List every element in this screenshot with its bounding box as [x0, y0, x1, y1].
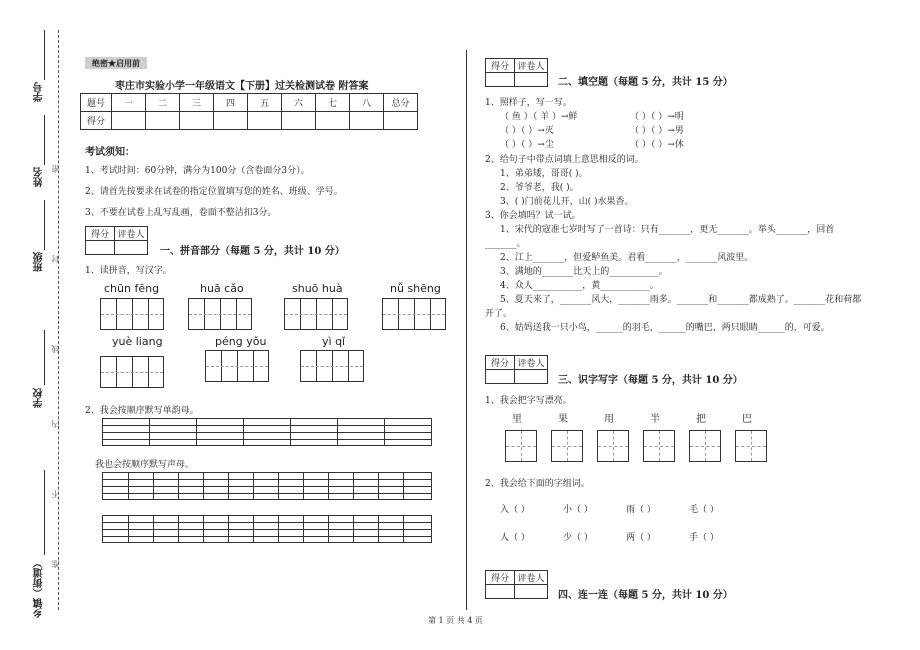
zuci-item: 小（ ）: [563, 505, 593, 515]
writing-grid[interactable]: [300, 350, 364, 382]
section1-q2: 2、我会按顺序默写单韵母。: [85, 406, 199, 416]
score-head: 三: [180, 94, 214, 112]
section2-q2: 2、给句子中带点词填上意思相反的词。: [485, 155, 644, 165]
seal-char: 准: [51, 560, 60, 568]
xuehao-blank: [44, 30, 45, 80]
pingjuan-label: 评卷人: [515, 59, 548, 73]
tianzi-grid[interactable]: [689, 430, 721, 462]
xuexiao-blank: [44, 330, 45, 385]
pingjuan-cell[interactable]: [515, 370, 548, 384]
section1-title: 一、拼音部分（每题 5 分，共计 10 分）: [160, 246, 345, 257]
binding-dashed-line: [58, 30, 59, 610]
seal-char: 内: [51, 420, 60, 428]
q3-item: 6、姑妈送我一只小鸟，______的羽毛，______的嘴巴，两只眼睛______的，可爱。: [500, 323, 830, 333]
notice-item: 2、请首先按要求在试卷的指定位置填写您的姓名、班级、学号。: [85, 187, 343, 197]
section1-q1: 1、读拼音，写汉字。: [85, 266, 172, 276]
defen-cell[interactable]: [486, 370, 515, 384]
score-head: 六: [282, 94, 316, 112]
tianzi-grid[interactable]: [735, 430, 767, 462]
seal-char: 不: [51, 490, 60, 498]
section2-scorebox: [485, 58, 548, 87]
model-char: 把: [696, 414, 706, 425]
score-cell[interactable]: [282, 112, 316, 130]
shengmu-writing-lines[interactable]: [102, 472, 432, 500]
q2-item: 3、( )门前花儿开，山( )水果香。: [500, 197, 634, 207]
model-char: 巴: [742, 414, 752, 425]
score-table: [80, 93, 418, 130]
writing-grid[interactable]: [100, 356, 164, 388]
model-char: 半: [650, 414, 660, 425]
q1-row-right: （ ）（ ）→男: [630, 126, 684, 136]
page-footer: 第 1 页 共 4 页: [428, 616, 483, 625]
seal-char: 密: [51, 165, 60, 173]
section4-scorebox: [485, 570, 548, 599]
score-cell[interactable]: [214, 112, 248, 130]
tianzi-grid[interactable]: [597, 430, 629, 462]
shengmu-writing-lines[interactable]: [102, 515, 432, 543]
defen-label: 得分: [486, 59, 515, 73]
score-cell[interactable]: [248, 112, 282, 130]
score-head: 七: [316, 94, 350, 112]
q3-item: 2、江上_______，但爱鲈鱼美。君看_______，_______风波里。: [500, 253, 754, 263]
pinyin-label: yì qǐ: [322, 335, 346, 348]
writing-grid[interactable]: [205, 350, 269, 382]
writing-grid[interactable]: [188, 298, 252, 330]
zuci-item: 入（ ）: [500, 505, 530, 515]
pinyin-label: péng yǒu: [215, 335, 267, 348]
defen-label: 得分: [86, 227, 115, 241]
score-cell[interactable]: [316, 112, 350, 130]
q1-row: （ ）（ ）→灭: [500, 126, 554, 136]
score-head: 题号: [81, 94, 112, 112]
section3-q1: 1、我会把字写漂亮。: [485, 396, 572, 406]
page-title: 枣庄市实验小学一年级语文【下册】过关检测试卷 附答案: [115, 81, 369, 92]
score-cell[interactable]: [384, 112, 418, 130]
seal-char: 封: [51, 255, 60, 263]
pinyin-label: shuō huà: [292, 282, 343, 295]
writing-grid[interactable]: [382, 298, 446, 330]
zuci-item: 雨（ ）: [626, 505, 656, 515]
tianzi-grid[interactable]: [505, 430, 537, 462]
pingjuan-cell[interactable]: [115, 241, 148, 255]
section4-title: 四、连一连（每题 5 分，共计 10 分）: [558, 590, 733, 601]
defen-label: 得分: [486, 356, 515, 370]
pingjuan-label: 评卷人: [515, 356, 548, 370]
score-label: 得分: [81, 112, 112, 130]
q1-row: （ ）（ ）→尘: [500, 140, 554, 150]
score-head: 一: [112, 94, 146, 112]
q3-item: 3、满地的_______比天上的___________。: [500, 267, 668, 277]
q3-item: 5、夏天来了，_______风大，_______雨多。_______和_______都成熟了。_______花和荷都: [500, 295, 862, 305]
score-head: 二: [146, 94, 180, 112]
score-cell[interactable]: [146, 112, 180, 130]
zuci-item: 两（ ）: [626, 533, 656, 543]
notice-item: 3、不要在试卷上乱写乱画，卷面不整洁扣3分。: [85, 208, 277, 218]
q1-row-right: （ ）（ ）→明: [630, 112, 684, 122]
pinyin-label: nǚ shēng: [390, 282, 441, 295]
q3-item: 开了。: [485, 309, 513, 319]
section2-title: 二、填空题（每题 5 分，共计 15 分）: [558, 77, 733, 88]
pingjuan-label: 评卷人: [515, 571, 548, 585]
writing-grid[interactable]: [100, 298, 164, 330]
score-cell[interactable]: [180, 112, 214, 130]
score-head: 八: [350, 94, 384, 112]
xuexiao-label: 学校: [34, 388, 45, 408]
zuci-item: 少（ ）: [563, 533, 593, 543]
score-cell[interactable]: [350, 112, 384, 130]
model-char: 用: [604, 414, 614, 425]
section2-q1: 1、照样子，写一写。: [485, 98, 572, 108]
zuci-item: 人（ ）: [500, 533, 530, 543]
q3-item: _______。: [485, 239, 526, 249]
xingming-blank: [44, 115, 45, 165]
notice-title: 考试须知：: [85, 147, 135, 158]
score-head: 五: [248, 94, 282, 112]
score-head: 四: [214, 94, 248, 112]
q3-item: 1、宋代的寇准七岁时写了一首诗：只有_______，更无_______。举头_______，回首: [500, 225, 835, 235]
pinyin-label: chūn fēng: [104, 282, 160, 295]
banji-label: 班级: [34, 252, 45, 272]
tianzi-grid[interactable]: [643, 430, 675, 462]
seal-char: 线: [51, 345, 60, 353]
defen-cell[interactable]: [86, 241, 115, 255]
section3-q2: 2、我会给下面的字组词。: [485, 479, 590, 489]
pinyin-label: huā cǎo: [200, 282, 244, 295]
tianzi-grid[interactable]: [551, 430, 583, 462]
section1-scorebox: [85, 226, 148, 255]
section3-title: 三、识字写字（每题 5 分，共计 10 分）: [558, 375, 743, 386]
notice-item: 1、考试时间：60分钟，满分为100分（含卷面分3分）。: [85, 166, 310, 176]
q1-row: （ 鱼 ）（ 羊 ）→鲜: [500, 112, 578, 122]
pingjuan-label: 评卷人: [115, 227, 148, 241]
q2-item: 1、弟弟矮，哥哥( )。: [500, 169, 588, 179]
defen-label: 得分: [486, 571, 515, 585]
pingjuan-cell[interactable]: [515, 585, 548, 599]
xuehao-label: 学号: [34, 82, 45, 102]
section3-scorebox: [485, 355, 548, 384]
score-cell[interactable]: [112, 112, 146, 130]
model-char: 果: [558, 414, 568, 425]
q3-item: 4、众人___________，黄___________。: [500, 281, 659, 291]
secret-badge: 绝密★启用前: [85, 57, 147, 69]
model-char: 里: [512, 414, 522, 425]
zuci-item: 毛（ ）: [689, 505, 719, 515]
xiangzhen-label: 乡镇（街道）: [34, 558, 45, 618]
yunmu-writing-lines[interactable]: [102, 418, 432, 446]
score-head: 总分: [384, 94, 418, 112]
section1-q2b: 我也会按顺序默写声母。: [95, 460, 195, 470]
zuci-item: 手（ ）: [689, 533, 719, 543]
defen-cell[interactable]: [486, 73, 515, 87]
xiangzhen-blank: [44, 470, 45, 555]
banji-blank: [44, 200, 45, 250]
xingming-label: 姓名: [34, 167, 45, 187]
writing-grid[interactable]: [284, 298, 348, 330]
q1-row-right: （ ）（ ）→休: [630, 140, 684, 150]
pinyin-label: yuè liang: [112, 335, 163, 348]
q2-item: 2、爷爷老，我( )。: [500, 183, 579, 193]
defen-cell[interactable]: [486, 585, 515, 599]
section2-q3: 3、你会填吗？试一试。: [485, 211, 581, 221]
column-separator: [466, 50, 467, 610]
pingjuan-cell[interactable]: [515, 73, 548, 87]
